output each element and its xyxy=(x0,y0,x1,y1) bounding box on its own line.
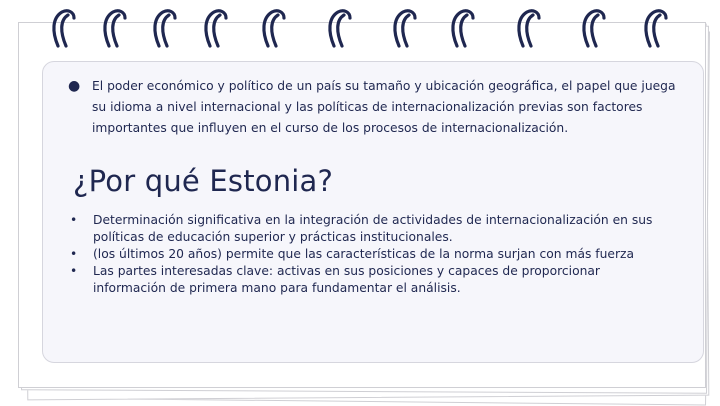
list-item-text: Determinación significativa en la integración de actividades de internacionalización en sus políticas de educación superior y prácticas institucionales. xyxy=(93,213,653,244)
list-item xyxy=(70,212,670,246)
list-item xyxy=(70,246,670,263)
list-item xyxy=(70,263,670,297)
ring-icon xyxy=(447,6,477,50)
intro-paragraph: El poder económico y político de un país su tamaño y ubicación geográfica, el papel que juega su idioma a nivel internacional y las políticas de internacionalización previas son factores importantes que influyen en el curso de los procesos de internacionalización. xyxy=(92,79,676,135)
list-item-text: Las partes interesadas clave: activas en sus posiciones y capaces de proporcionar información de primera mano para fundamentar el análisis. xyxy=(93,264,600,295)
bullet-marker: • xyxy=(70,264,78,278)
bullet-marker: • xyxy=(70,247,78,261)
ring-icon xyxy=(258,6,288,50)
ring-icon xyxy=(324,6,354,50)
intro-bullet-item xyxy=(68,76,678,139)
ring-icon xyxy=(48,6,78,50)
list-item-text: (los últimos 20 años) permite que las características de la norma surjan con más fuerza xyxy=(93,247,635,261)
section-heading: ¿Por qué Estonia? xyxy=(73,164,334,198)
ring-icon xyxy=(389,6,419,50)
ring-icon xyxy=(578,6,608,50)
ring-icon xyxy=(640,6,670,50)
ring-icon xyxy=(513,6,543,50)
ring-icon xyxy=(149,6,179,50)
binder-rings xyxy=(0,6,720,56)
ring-icon xyxy=(99,6,129,50)
bullet-marker: • xyxy=(70,213,78,227)
reasons-list xyxy=(70,212,670,297)
bullet-marker: ● xyxy=(68,78,81,94)
ring-icon xyxy=(200,6,230,50)
